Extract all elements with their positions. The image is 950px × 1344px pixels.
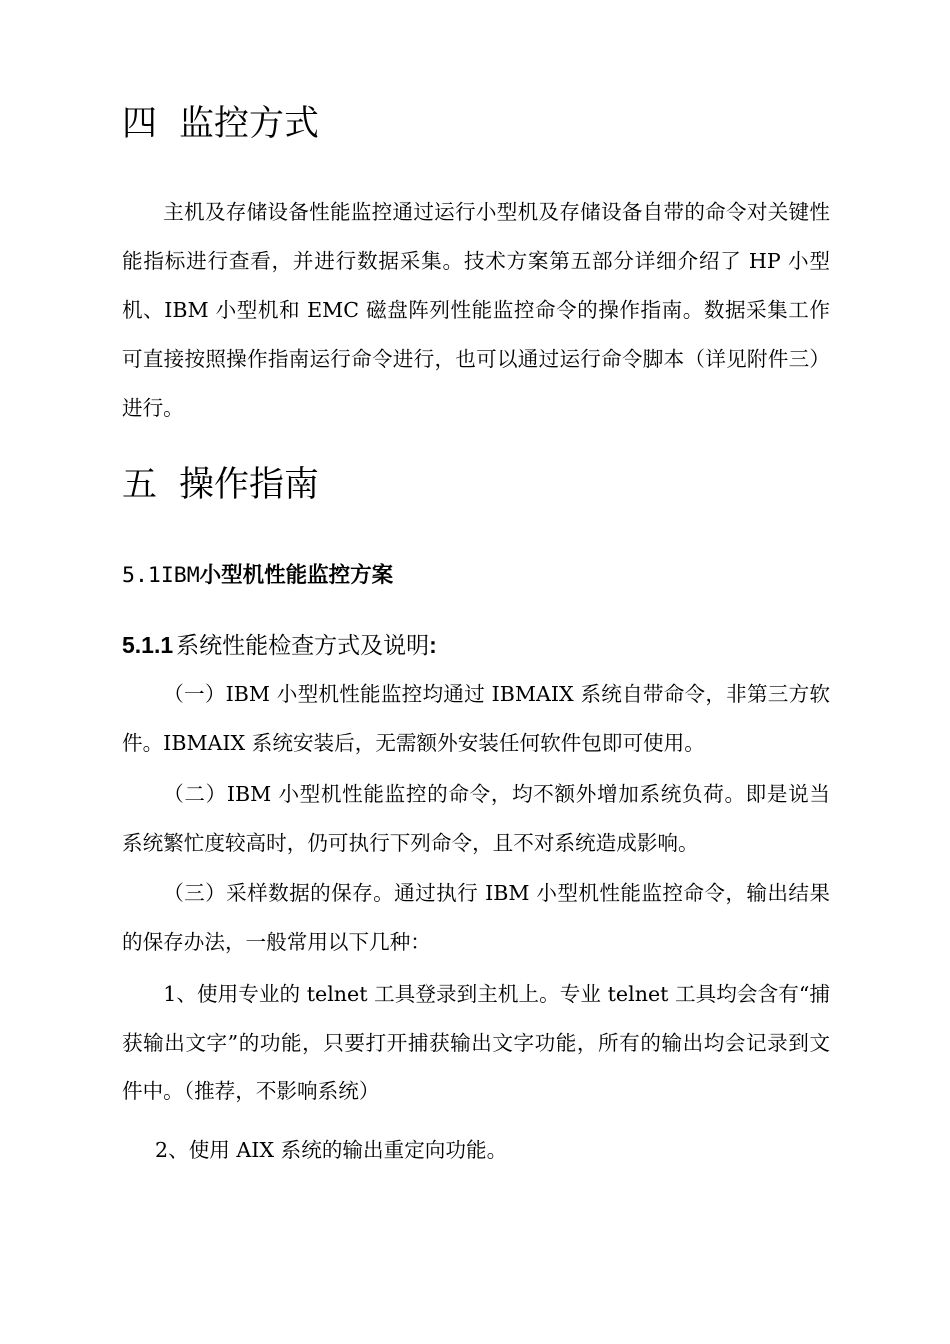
subsection-5-1-1-title: 系统性能检查方式及说明	[176, 633, 430, 659]
subsection-5-1-number: 5.1IBM	[122, 563, 200, 588]
item-1-paragraph: （一）IBM 小型机性能监控均通过 IBMAIX 系统自带命令，非第三方软件。IBMAIX 系统安装后，无需额外安装任何软件包即可使用。	[122, 682, 830, 755]
section-5-number: 五	[122, 465, 158, 505]
section-5-heading	[122, 465, 320, 505]
method-1-paragraph: 1、使用专业的 telnet 工具登录到主机上。专业 telnet 工具均会含有“捕获输出文字”的功能，只要打开捕获输出文字功能，所有的输出均会记录到文件中。（推荐，不影响系统）	[122, 982, 830, 1103]
subsection-5-1-1-colon: :	[429, 632, 437, 658]
section-4-heading	[122, 104, 320, 144]
subsection-5-1-1-number: 5.1.1	[122, 632, 174, 658]
section-4-title: 监控方式	[179, 104, 320, 144]
section-5-title: 操作指南	[179, 465, 320, 505]
method-2-paragraph: 2、使用 AIX 系统的输出重定向功能。	[155, 1138, 508, 1162]
item-2-paragraph: （二）IBM 小型机性能监控的命令，均不额外增加系统负荷。即是说当系统繁忙度较高时，仍可执行下列命令，且不对系统造成影响。	[122, 782, 830, 855]
item-3-paragraph: （三）采样数据的保存。通过执行 IBM 小型机性能监控命令，输出结果的保存办法，一般常用以下几种：	[122, 881, 830, 954]
section-4-paragraph: 主机及存储设备性能监控通过运行小型机及存储设备自带的命令对关键性能指标进行查看，并进行数据采集。技术方案第五部分详细介绍了 HP 小型机、IBM 小型机和 EMC 磁盘阵列性能监控命令的操作指南。数据采集工作可直接按照操作指南运行命令进行，也可以通过运行命令脚本（详见附件三）进行。	[122, 200, 830, 420]
subsection-5-1-title: 小型机性能监控方案	[199, 563, 394, 588]
subsection-5-1-1-heading	[122, 634, 437, 658]
section-4-number: 四	[122, 104, 158, 144]
subsection-5-1-heading	[122, 565, 393, 587]
